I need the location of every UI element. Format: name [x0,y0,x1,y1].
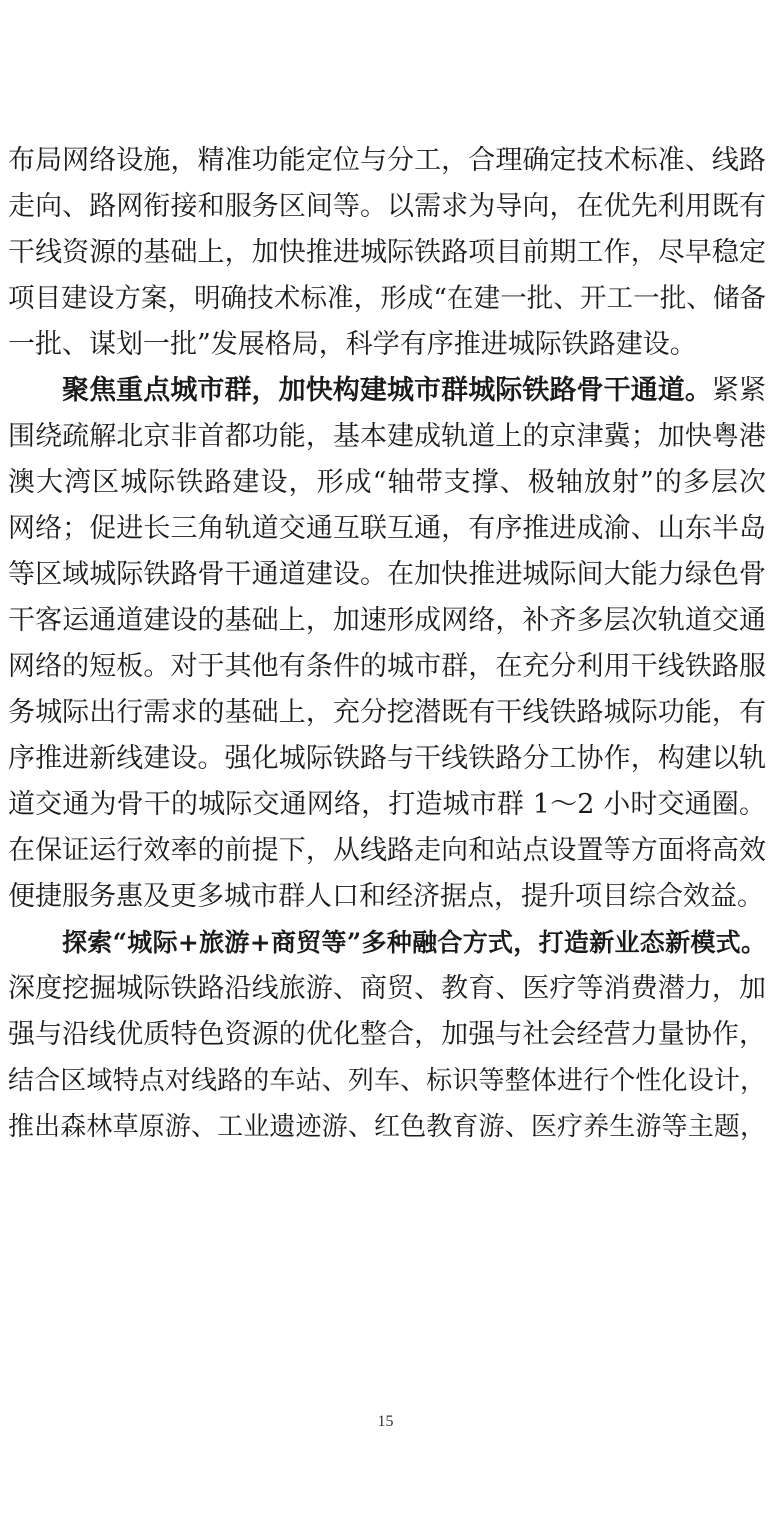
line-text: 走向、路网衔接和服务区间等。以需求为导向，在优先利用既有 [8,191,766,222]
text-line [8,644,766,690]
line-text: 干客运通道建设的基础上，加速形成网络，补齐多层次轨道交通 [8,605,766,636]
text-line [8,782,766,828]
text-line [8,460,766,506]
line-text: 道交通为骨干的城际交通网络，打造城市群 1～2 小时交通圈。 [8,789,766,820]
line-text: 项目建设方案，明确技术标准，形成“在建一批、开工一批、储备 [8,283,766,314]
line-text: 推出森林草原游、工业遗迹游、红色教育游、医疗养生游等主题， [8,1112,766,1142]
line-text: 网络；促进长三角轨道交通互联互通，有序推进成渝、山东半岛 [8,513,766,544]
text-line [8,690,766,736]
line-text: 等区域城际铁路骨干通道建设。在加快推进城际间大能力绿色骨 [8,559,766,590]
text-line [8,828,766,874]
paragraph-end-line [8,322,766,368]
text-line [8,736,766,782]
line-text: 务城际出行需求的基础上，充分挖潜既有干线铁路城际功能，有 [8,697,766,728]
text-line [8,230,766,276]
line-text: 网络的短板。对于其他有条件的城市群，在充分利用干线铁路服 [8,651,766,682]
page-number: 15 [377,1413,394,1430]
line-text: 在保证运行效率的前提下，从线路走向和站点设置等方面将高效 [8,835,766,866]
line-text: 序推进新线建设。强化城际铁路与干线铁路分工协作，构建以轨 [8,743,766,774]
paragraph-end-line [8,874,766,920]
line-text: 紧紧 [711,375,766,406]
text-line [8,552,766,598]
text-line [8,598,766,644]
line-text: 结合区域特点对线路的车站、列车、标识等整体进行个性化设计， [8,1066,766,1096]
text-line [8,966,766,1012]
text-line [8,1104,766,1150]
line-text: 一批、谋划一批”发展格局，科学有序推进城际铁路建设。 [8,329,697,360]
paragraph-start-line [8,368,766,414]
document-body [8,138,766,1150]
text-line [8,1012,766,1058]
text-line [8,1058,766,1104]
line-text: 澳大湾区城际铁路建设，形成“轴带支撑、极轴放射”的多层次 [8,467,766,498]
line-text: 便捷服务惠及更多城市群人口和经济据点，提升项目综合效益。 [8,881,764,912]
text-line [8,414,766,460]
line-text: 围绕疏解北京非首都功能，基本建成轨道上的京津冀；加快粤港 [8,421,766,452]
text-line [8,276,766,322]
bold-lead-sentence: 探索“城际+旅游+商贸等”多种融合方式，打造新业态新模式。 [62,928,766,957]
text-line [8,506,766,552]
line-text: 布局网络设施，精准功能定位与分工，合理确定技术标准、线路 [8,145,766,176]
text-line [8,138,766,184]
bold-lead-sentence: 聚焦重点城市群，加快构建城市群城际铁路骨干通道。 [62,375,712,406]
line-text: 强与沿线优质特色资源的优化整合，加强与社会经营力量协作， [8,1019,766,1050]
line-text: 干线资源的基础上，加快推进城际铁路项目前期工作，尽早稳定 [8,237,766,268]
line-text: 深度挖掘城际铁路沿线旅游、商贸、教育、医疗等消费潜力，加 [8,973,766,1004]
text-line [8,184,766,230]
paragraph-start-line [8,920,766,966]
